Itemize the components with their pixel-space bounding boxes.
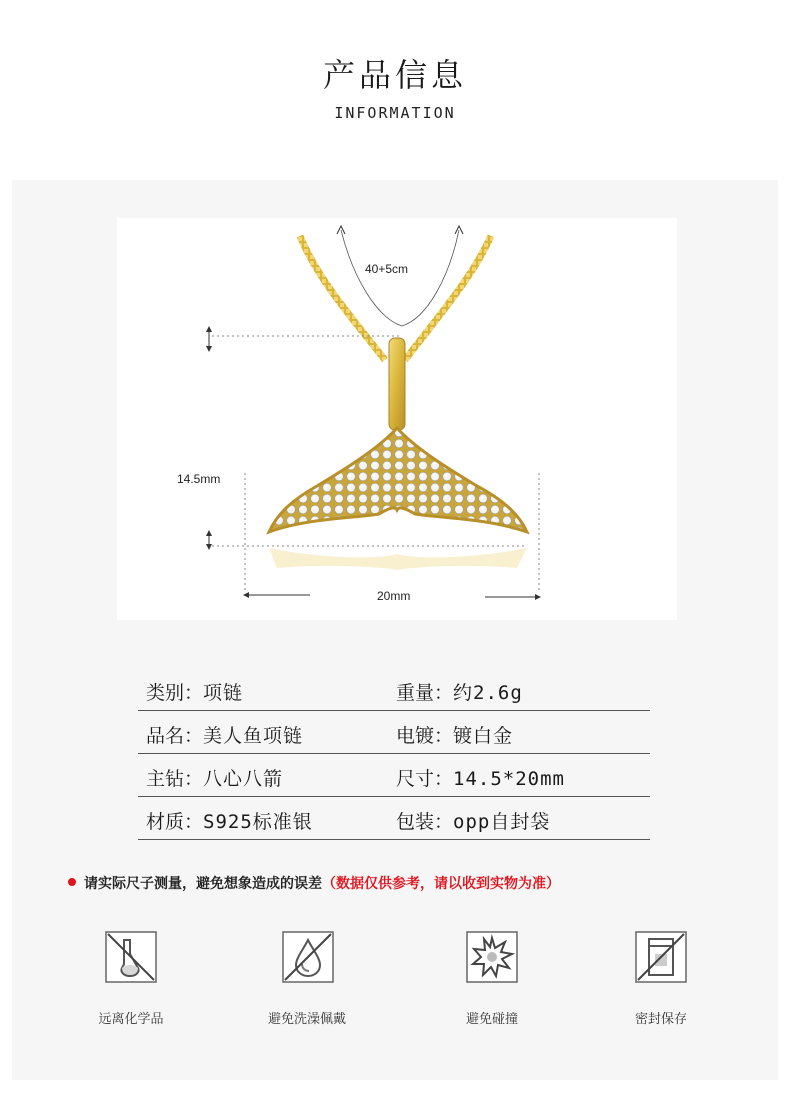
spec-key: 重量：: [396, 682, 454, 704]
spec-row: [138, 668, 650, 711]
spec-key: 电镀：: [396, 725, 454, 747]
notice-highlight: （数据仅供参考，请以收到实物为准）: [322, 876, 560, 892]
spec-row: [138, 754, 650, 797]
care-label: 密封保存: [634, 1012, 687, 1027]
spec-key: 尺寸：: [396, 768, 454, 790]
product-photo: [117, 218, 677, 620]
height-label: 14.5mm: [177, 472, 221, 486]
measurement-notice: [68, 873, 768, 893]
spec-row: [138, 711, 650, 754]
page-header: [0, 0, 790, 150]
pendant-bail: [389, 338, 405, 430]
pendant-reflection: [269, 548, 527, 570]
chemical-flask-icon: [104, 930, 158, 984]
care-label: 远离化学品: [98, 1012, 164, 1027]
spec-key: 材质：: [146, 811, 204, 833]
whale-tail-pendant: [269, 428, 527, 532]
water-drop-icon: [281, 930, 335, 984]
spec-value: S925标准银: [203, 811, 313, 833]
page-title: 产品信息: [322, 56, 467, 94]
spec-key: 主钻：: [146, 768, 204, 790]
product-illustration: [117, 218, 677, 620]
impact-burst-icon: [465, 930, 519, 984]
spec-table: [138, 668, 650, 840]
spec-value: opp自封袋: [453, 811, 551, 833]
sealed-bag-icon: [634, 930, 688, 984]
spec-value: 美人鱼项链: [203, 725, 304, 747]
care-label: 避免碰撞: [465, 1012, 518, 1027]
page-subtitle: INFORMATION: [334, 104, 456, 122]
chain-right: [405, 236, 491, 360]
care-label: 避免洗澡佩戴: [267, 1012, 346, 1027]
spec-key: 包装：: [396, 811, 454, 833]
spec-value: 镀白金: [453, 725, 514, 747]
spec-key: 品名：: [146, 725, 204, 747]
spec-row: [138, 797, 650, 840]
spec-value: 14.5*20mm: [453, 768, 565, 790]
chain-length-label: 40+5cm: [365, 262, 409, 276]
notice-text: 请实际尺子测量，避免想象造成的误差: [84, 876, 322, 892]
width-label: 20mm: [377, 589, 411, 603]
spec-value: 八心八箭: [203, 768, 284, 790]
spec-value: 约2.6g: [453, 682, 523, 704]
spec-value: 项链: [203, 682, 244, 704]
chain-left: [300, 236, 385, 360]
bullet-dot-icon: [68, 878, 76, 886]
spec-key: 类别：: [146, 682, 204, 704]
